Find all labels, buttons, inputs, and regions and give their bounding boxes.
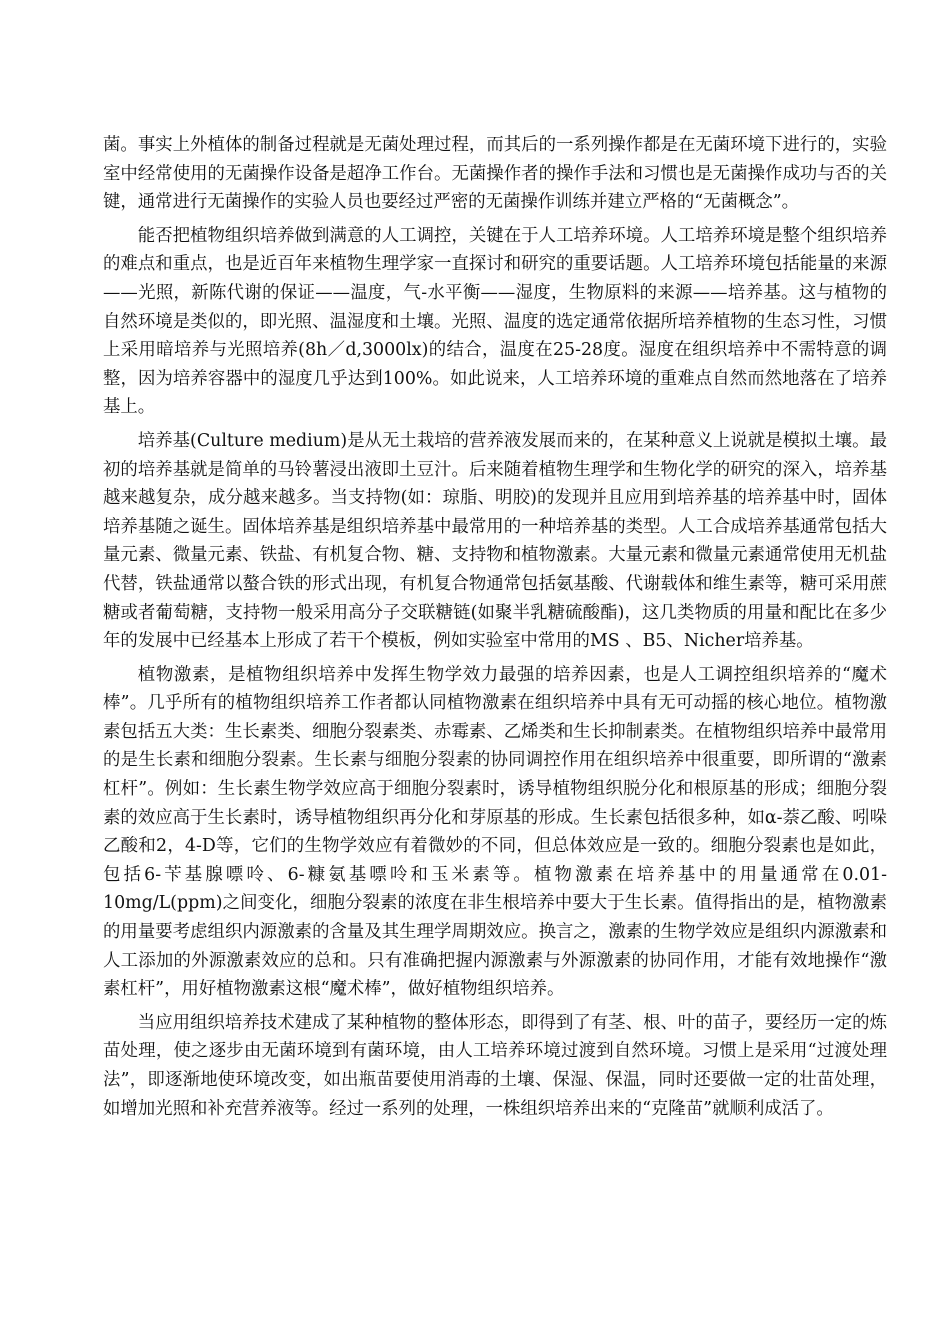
paragraph-culture-environment: 能否把植物组织培养做到满意的人工调控，关键在于人工培养环境。人工培养环境是整个组织培养的难点和重点，也是近百年来植物生理学家一直探讨和研究的重要话题。人工培养环境包括能量的来源——光照，新陈代谢的保证——温度，气-水平衡——湿度，生物原料的来源——培养基。这与植物的自然环境是类似的，即光照、温湿度和土壤。光照、温度的选定通常依据所培养植物的生态习性，习惯上采用暗培养与光照培养(8h／d,3000lx)的结合，温度在25-28度。湿度在组织培养中不需特意的调整，因为培养容器中的湿度几乎达到100%。如此说来，人工培养环境的重难点自然而然地落在了培养基上。 [103, 225, 887, 418]
document-page [103, 131, 887, 1128]
paragraph-culture-medium: 培养基(Culture medium)是从无土栽培的营养液发展而来的，在某种意义上说就是模拟土壤。最初的培养基就是简单的马铃薯浸出液即土豆汁。后来随着植物生理学和生物化学的研究的深入，培养基越来越复杂，成分越来越多。当支持物(如：琼脂、明胶)的发现并且应用到培养基的培养基中时，固体培养基随之诞生。固体培养基是组织培养基中最常用的一种培养基的类型。人工合成培养基通常包括大量元素、微量元素、铁盐、有机复合物、糖、支持物和植物激素。大量元素和微量元素通常使用无机盐代替，铁盐通常以螯合铁的形式出现，有机复合物通常包括氨基酸、代谢载体和维生素等，糖可采用蔗糖或者葡萄糖，支持物一般采用高分子交联糖链(如聚半乳糖硫酸酯)，这几类物质的用量和配比在多少年的发展中已经基本上形成了若干个模板，例如实验室中常用的MS 、B5、Nicher培养基。 [103, 430, 887, 652]
paragraph-sterile-operation: 菌。事实上外植体的制备过程就是无菌处理过程，而其后的一系列操作都是在无菌环境下进行的，实验室中经常使用的无菌操作设备是超净工作台。无菌操作者的操作手法和习惯也是无菌操作成功与否的关键，通常进行无菌操作的实验人员也要经过严密的无菌操作训练并建立严格的“无菌概念”。 [103, 135, 887, 213]
paragraph-plant-hormones: 植物激素，是植物组织培养中发挥生物学效力最强的培养因素，也是人工调控组织培养的“魔术棒”。几乎所有的植物组织培养工作者都认同植物激素在组织培养中具有无可动摇的核心地位。植物激素包括五大类：生长素类、细胞分裂素类、赤霉素、乙烯类和生长抑制素类。在植物组织培养中最常用的是生长素和细胞分裂素。生长素与细胞分裂素的协同调控作用在组织培养中很重要，即所谓的“激素杠杆”。例如：生长素生物学效应高于细胞分裂素时，诱导植物组织脱分化和根原基的形成；细胞分裂素的效应高于生长素时，诱导植物组织再分化和芽原基的形成。生长素包括很多种，如α-萘乙酸、吲哚乙酸和2，4-D等，它们的生物学效应有着微妙的不同，但总体效应是一致的。细胞分裂素也是如此，包括6-苄基腺嘌呤、6-糠氨基嘌呤和玉米素等。植物激素在培养基中的用量通常在0.01-10mg/L(ppm)之间变化，细胞分裂素的浓度在非生根培养中要大于生长素。值得指出的是，植物激素的用量要考虑组织内源激素的含量及其生理学周期效应。换言之，激素的生物学效应是组织内源激素和人工添加的外源激素效应的总和。只有准确把握内源激素与外源激素的协同作用，才能有效地操作“激素杠杆”，用好植物激素这根“魔术棒”，做好植物组织培养。 [103, 664, 887, 1000]
paragraph-seedling-hardening: 当应用组织培养技术建成了某种植物的整体形态，即得到了有茎、根、叶的苗子，要经历一定的炼苗处理，使之逐步由无菌环境到有菌环境，由人工培养环境过渡到自然环境。习惯上是采用“过渡处理法”，即逐渐地使环境改变，如出瓶苗要使用消毒的土壤、保湿、保温，同时还要做一定的壮苗处理，如增加光照和补充营养液等。经过一系列的处理，一株组织培养出来的“克隆苗”就顺利成活了。 [103, 1012, 887, 1119]
